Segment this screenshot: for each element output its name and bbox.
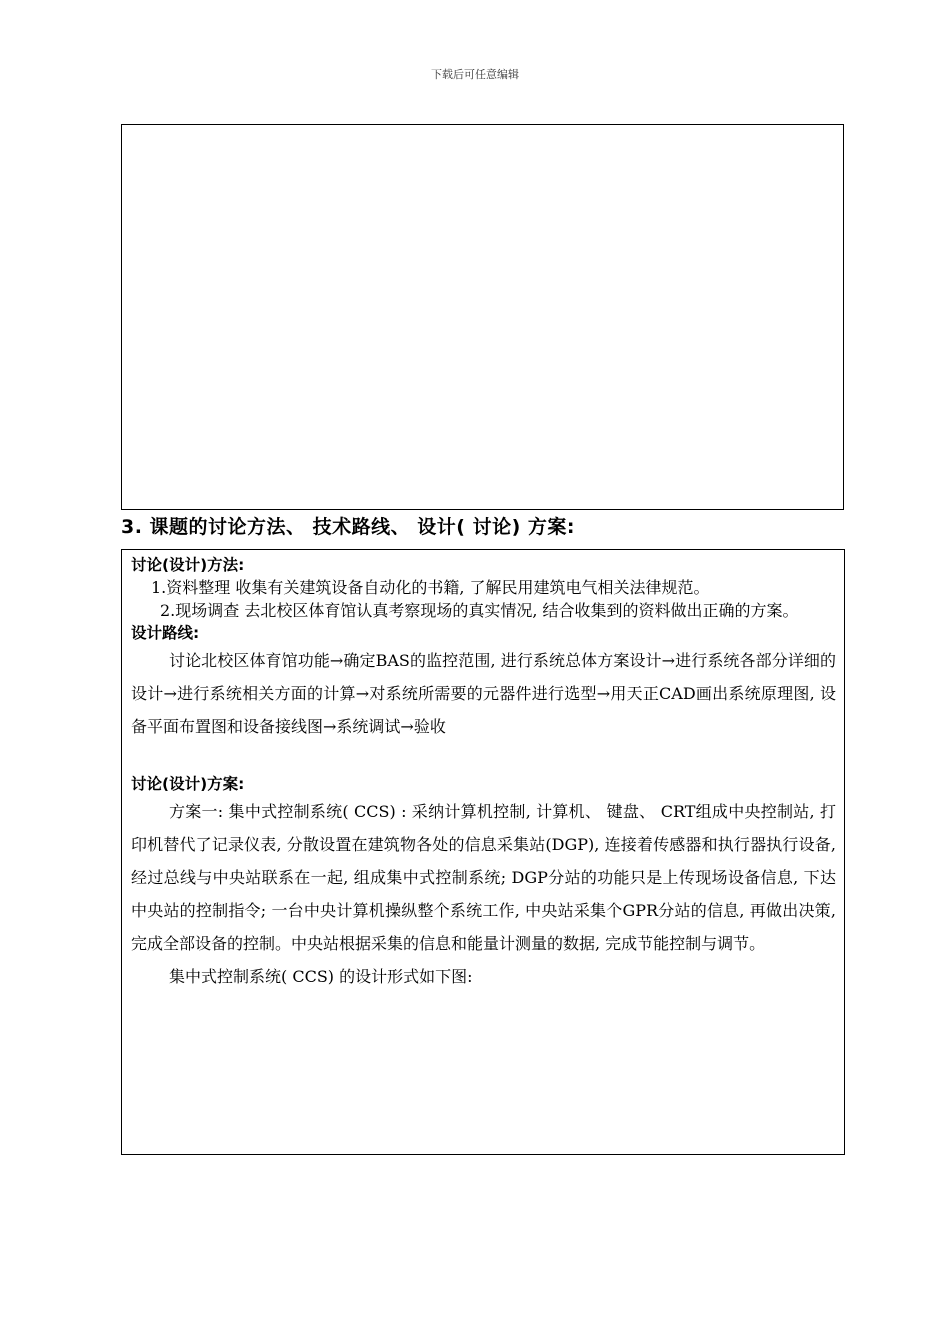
methods-title: 讨论(设计)方法:: [131, 556, 245, 574]
empty-table-cell: [121, 124, 844, 510]
spacer: [131, 743, 836, 773]
section-heading: 3. 课题的讨论方法、 技术路线、 设计( 讨论) 方案:: [121, 516, 575, 538]
plan-title: 讨论(设计)方案:: [131, 775, 245, 793]
methods-item-1: 1.资料整理 收集有关建筑设备自动化的书籍, 了解民用建筑电气相关法律规范。: [151, 578, 710, 597]
plan-text: 方案一: 集中式控制系统( CCS) : 采纳计算机控制, 计算机、 键盘、 CRT组成中央控制站, 打印机替代了记录仪表, 分散设置在建筑物各处的信息采集站(DGP), 连接着传感器和执行器执行设备, 经过总线与中央站联系在一起, 组成集中式控制系统; DGP分站的功能只是上传现场设备信息, 下达中央站的控制指令; 一台中央计算机操纵整个系统工作, 中央站采集个GPR分站的信息, 再做出决策, 完成全部设备的控制。中央站根据采集的信息和能量计测量的数据, 完成节能控制与调节。: [131, 802, 836, 953]
route-title: 设计路线:: [131, 624, 200, 642]
plan-caption: 集中式控制系统( CCS) 的设计形式如下图:: [169, 967, 473, 986]
page-header: 下载后可任意编辑: [431, 68, 519, 81]
route-text: 讨论北校区体育馆功能→确定BAS的监控范围, 进行系统总体方案设计→进行系统各部分详细的设计→进行系统相关方面的计算→对系统所需要的元器件进行选型→用天正CAD画出系统原理图, 设备平面布置图和设备接线图→系统调试→验收: [131, 651, 836, 736]
content-table-cell: [121, 549, 845, 1155]
methods-item-2: 2.现场调查 去北校区体育馆认真考察现场的真实情况, 结合收集到的资料做出正确的方案。: [160, 601, 799, 620]
